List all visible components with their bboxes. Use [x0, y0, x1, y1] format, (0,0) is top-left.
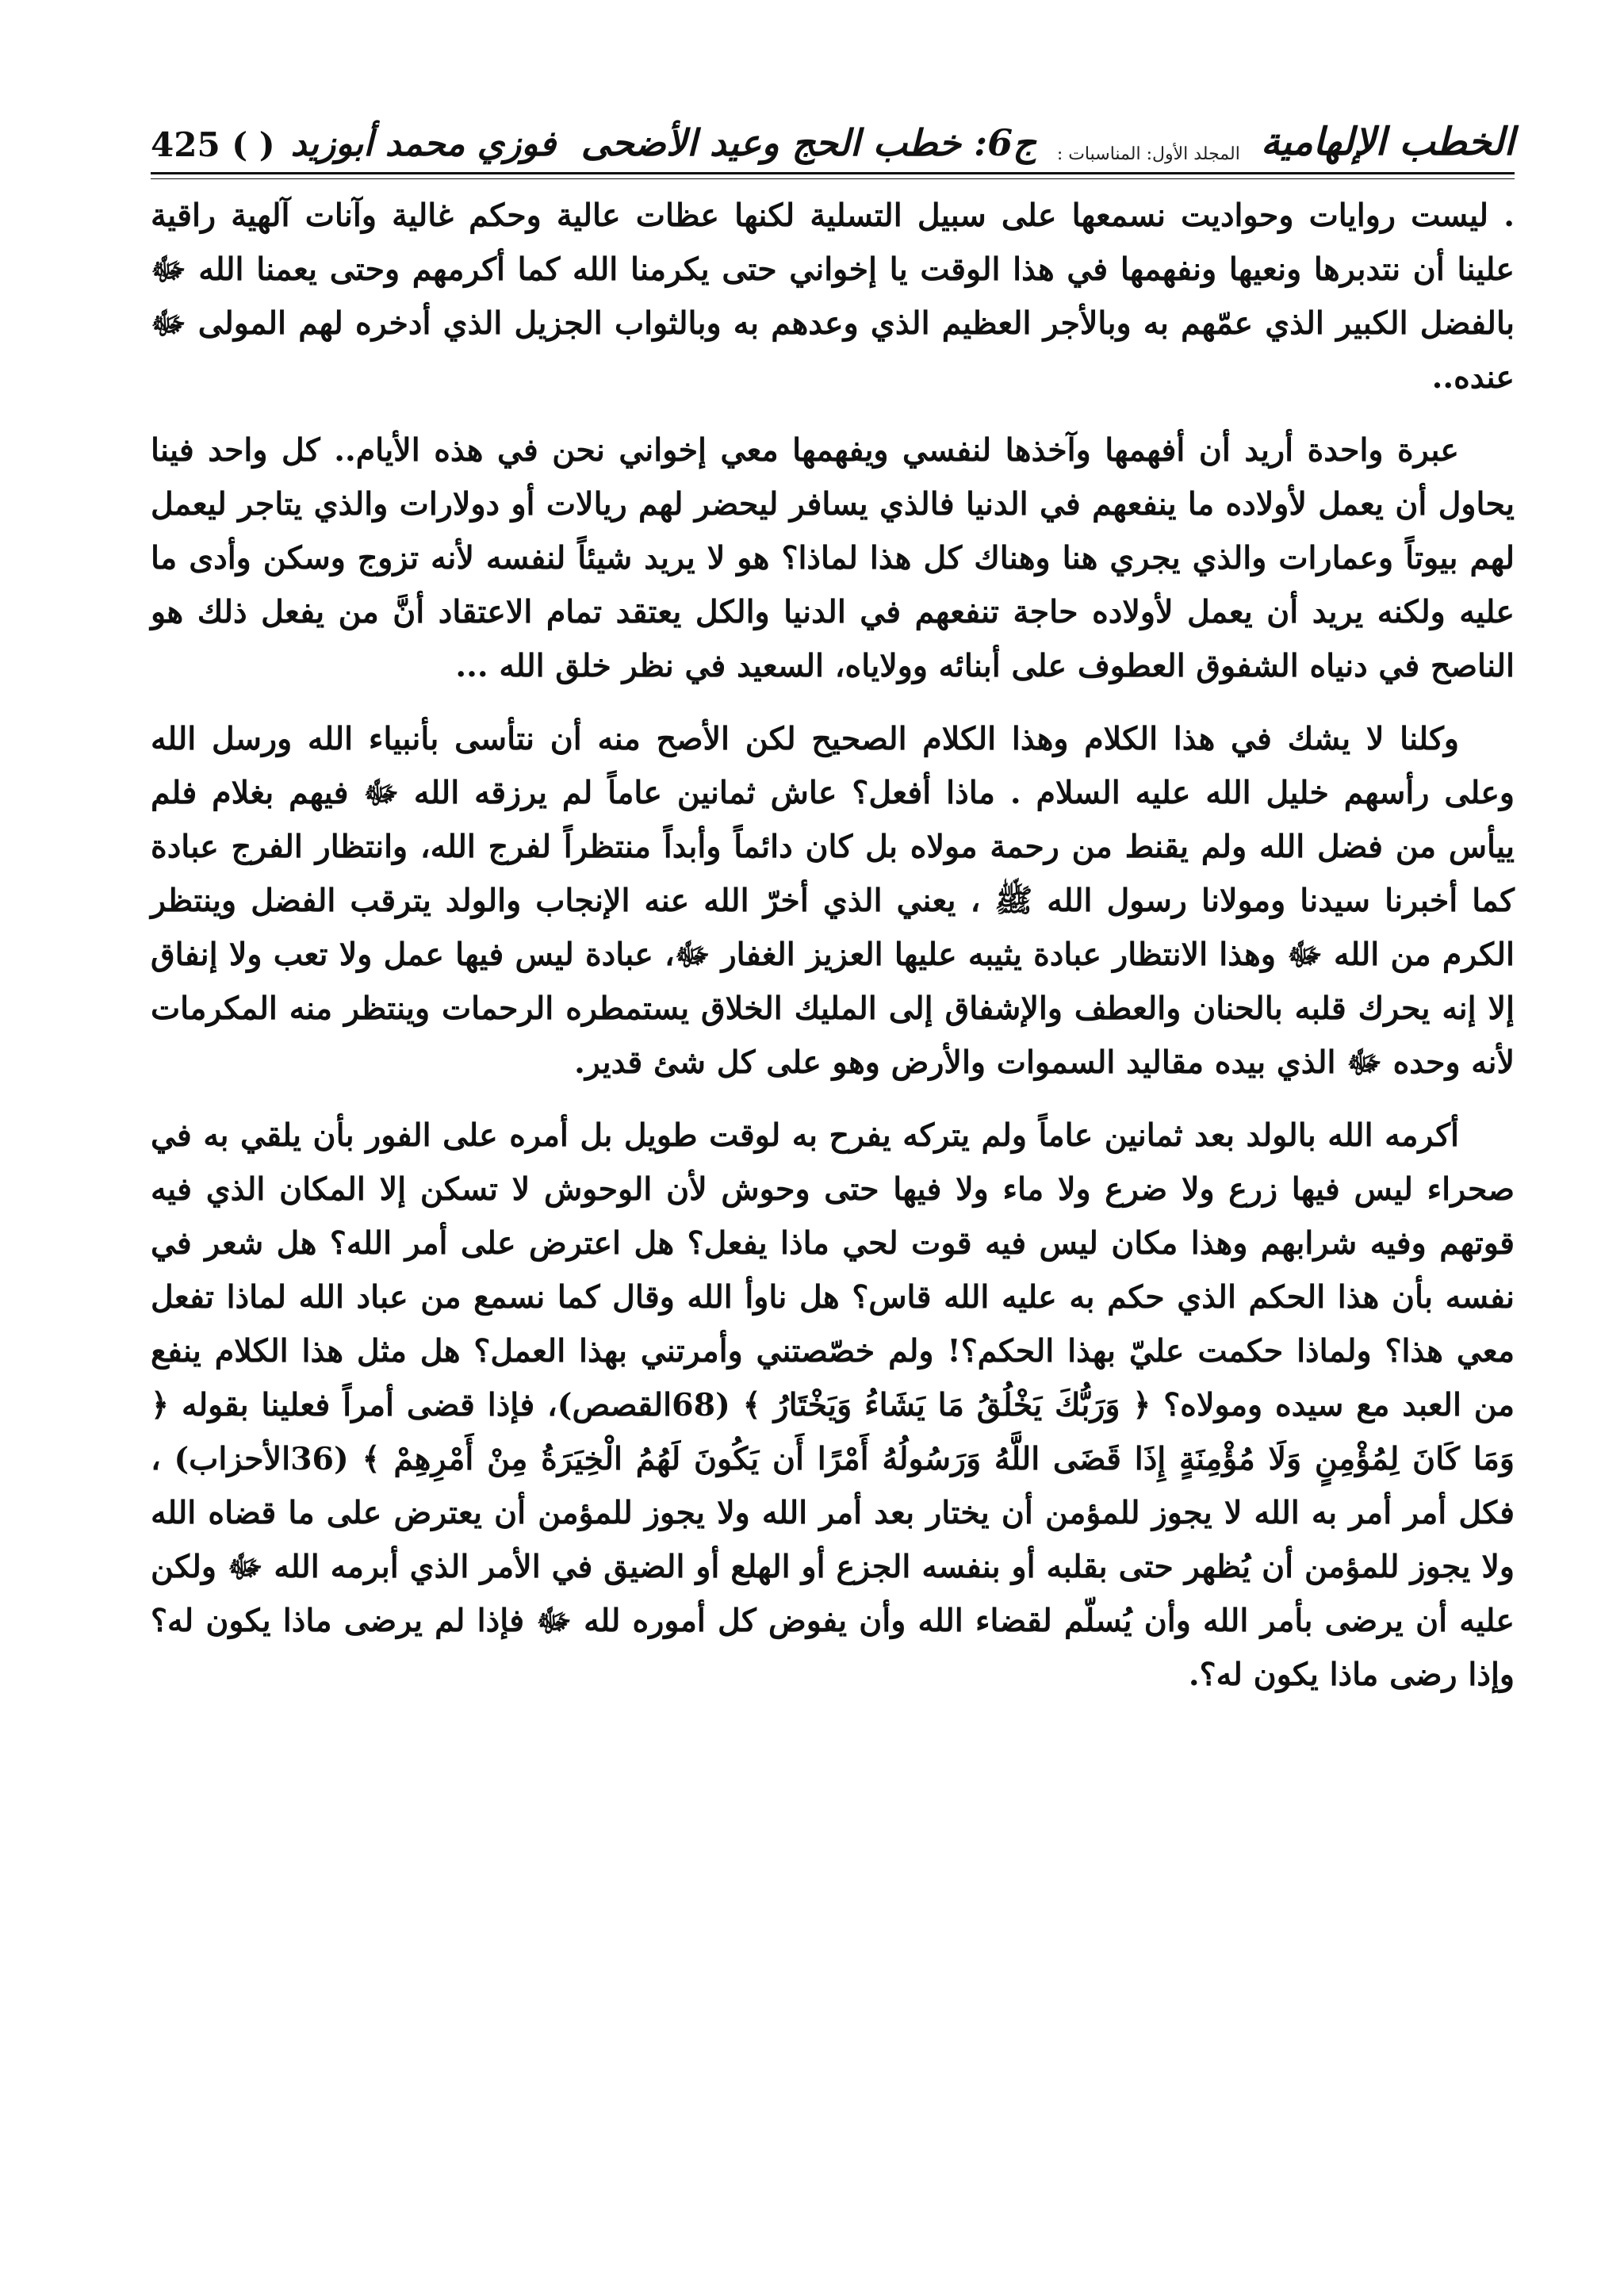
- header-rule: [151, 178, 1515, 179]
- document-page: [151, 87, 1515, 2260]
- header-right-group: [581, 120, 1515, 164]
- paragraph-4: أكرمه الله بالولد بعد ثمانين عاماً ولم يتركه يفرح به لوقت طويل بل أمره على الفور بأن يلقي به في صحراء ليس فيها زرع ولا ضرع ولا ماء ولا فيها حتى وحوش لأن الوحوش لا تسكن إلا المكان الذي فيه قوتهم وفيه شرابهم وهذا مكان ليس فيه قوت لحي ماذا يفعل؟ هل اعترض على أمر الله؟ هل شعر في نفسه بأن هذا الحكم الذي حكم به عليه الله قاس؟ هل ناوأ الله وقال كما نسمع من عباد الله لماذا تفعل معي هذا؟ ولماذا حكمت عليّ بهذا الحكم؟! ولم خصّصتني وأمرتني بهذا العمل؟ هل مثل هذا الكلام ينفع من العبد مع سيده ومولاه؟ ﴿ وَرَبُّكَ يَخْلُقُ مَا يَشَاءُ وَيَخْتَارُ ﴾ (68القصص)، فإذا قضى أمراً فعلينا بقوله ﴿ وَمَا كَانَ لِمُؤْمِنٍ وَلَا مُؤْمِنَةٍ إِذَا قَضَى اللَّهُ وَرَسُولُهُ أَمْرًا أَن يَكُونَ لَهُمُ الْخِيَرَةُ مِنْ أَمْرِهِمْ ﴾ (36الأحزاب) ، فكل أمر أمر به الله لا يجوز للمؤمن أن يختار بعد أمر الله ولا يجوز للمؤمن أن يعترض على ما قضاه الله ولا يجوز للمؤمن أن يُظهر حتى بقلبه أو بنفسه الجزع أو الهلع أو الضيق في الأمر الذي أبرمه الله ﷻ ولكن عليه أن يرضى بأمر الله وأن يُسلّم لقضاء الله وأن يفوض كل أموره لله ﷻ فإذا لم يرضى ماذا يكون له؟ وإذا رضى ماذا يكون له؟.: [151, 1117, 1515, 1693]
- chapter-title: ج6: خطب الحج وعيد الأضحى: [580, 121, 1036, 164]
- header-left-group: [151, 124, 556, 164]
- author-name: فوزي محمد أبوزيد: [290, 124, 557, 164]
- paragraph-3: وكلنا لا يشك في هذا الكلام وهذا الكلام الصحيح لكن الأصح منه أن نتأسى بأنبياء الله ورسل الله وعلى رأسهم خليل الله عليه السلام . ماذا أفعل؟ عاش ثمانين عاماً لم يرزقه الله ﷻ فيهم بغلام فلم ييأس من فضل الله ولم يقنط من رحمة مولاه بل كان دائماً وأبداً منتظراً لفرج الله، وانتظار الفرج عبادة كما أخبرنا سيدنا ومولانا رسول الله ﷺ ، يعني الذي أخرّ الله عنه الإنجاب والولد يترقب الفضل وينتظر الكرم من الله ﷻ وهذا الانتظار عبادة يثيبه عليها العزيز الغفار ﷻ، عبادة ليس فيها عمل ولا تعب ولا إنفاق إلا إنه يحرك قلبه بالحنان والعطف والإشفاق إلى المليك الخلاق يستمطره الرحمات وينتظر منه المكرمات لأنه وحده ﷻ الذي بيده مقاليد السموات والأرض وهو على كل شئ قدير.: [151, 721, 1515, 1081]
- paragraph-2: عبرة واحدة أريد أن أفهمها وآخذها لنفسي ويفهمها معي إخواني نحن في هذه الأيام.. كل واحد فينا يحاول أن يعمل لأولاده ما ينفعهم في الدنيا فالذي يسافر ليحضر لهم ريالات أو دولارات والذي يتاجر ليعمل لهم بيوتاً وعمارات والذي يجري هنا وهناك كل هذا لماذا؟ هو لا يريد شيئاً لنفسه لأنه تزوج وسكن وأدى ما عليه ولكنه يريد أن يعمل لأولاده حاجة تنفعهم في الدنيا والكل يعتقد تمام الاعتقاد أنَّ من يفعل ذلك هو الناصح في دنياه الشفوق العطوف على أبنائه وولاياه، السعيد في نظر خلق الله ...: [151, 432, 1515, 684]
- page-number: 425 ( ): [151, 125, 275, 164]
- series-title: الخطب الإلهامية: [1260, 120, 1515, 164]
- running-header: [151, 87, 1515, 174]
- body-text: [151, 189, 1515, 1702]
- volume-label: المجلد الأول: المناسبات :: [1056, 144, 1240, 164]
- paragraph-1: . ليست روايات وحواديت نسمعها على سبيل التسلية لكنها عظات عالية وحكم غالية وآنات آلهية راقية علينا أن نتدبرها ونعيها ونفهمها في هذا الوقت يا إخواني حتى يكرمنا الله كما أكرمهم وحتى يعمنا الله ﷻ بالفضل الكبير الذي عمّهم به وبالأجر العظيم الذي وعدهم به وبالثواب الجزيل الذي أدخره لهم المولى ﷻ عنده..: [151, 197, 1515, 396]
